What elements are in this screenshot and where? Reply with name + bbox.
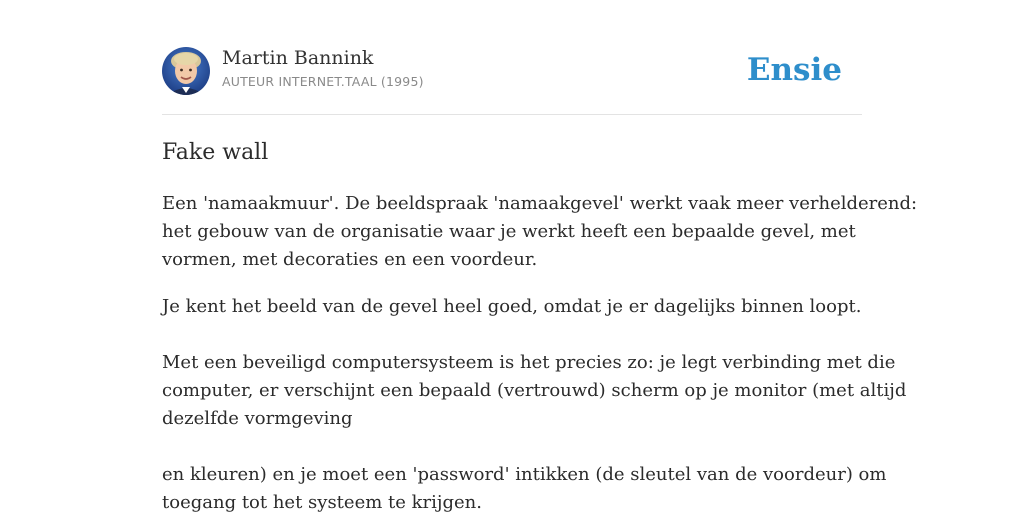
- text-line: Een 'namaakmuur'. De beeldspraak 'namaakgevel' werkt vaak meer verhelderend:: [162, 193, 918, 214]
- entry-title: Fake wall: [162, 140, 269, 165]
- author-name[interactable]: Martin Bannink: [222, 47, 374, 69]
- avatar-photo-icon: [162, 47, 210, 95]
- text-line: computer, er verschijnt een bepaald (vertrouwd) scherm op je monitor (met altijd: [162, 380, 907, 401]
- entry-paragraph-1: [162, 190, 918, 274]
- text-line: dezelfde vormgeving: [162, 408, 353, 429]
- text-line: Met een beveiligd computersysteem is het precies zo: je legt verbinding met die: [162, 352, 896, 373]
- ensie-logo[interactable]: Ensie: [746, 52, 842, 88]
- text-line: vormen, met decoraties en een voordeur.: [162, 249, 538, 270]
- entry-header: [162, 46, 862, 115]
- line-break: [162, 433, 866, 461]
- author-meta: AUTEUR INTERNET.TAAL (1995): [222, 74, 424, 89]
- text-line: toegang tot het systeem te krijgen.: [162, 492, 482, 512]
- line-break: [162, 321, 866, 349]
- text-line: het gebouw van de organisatie waar je werkt heeft een bepaalde gevel, met: [162, 221, 856, 242]
- author-avatar[interactable]: [162, 47, 210, 95]
- text-line: Je kent het beeld van de gevel heel goed, omdat je er dagelijks binnen loopt.: [162, 296, 862, 317]
- entry-card: [162, 46, 918, 512]
- text-line: en kleuren) en je moet een 'password' intikken (de sleutel van de voordeur) om: [162, 464, 887, 485]
- entry-paragraph-2: [162, 293, 907, 512]
